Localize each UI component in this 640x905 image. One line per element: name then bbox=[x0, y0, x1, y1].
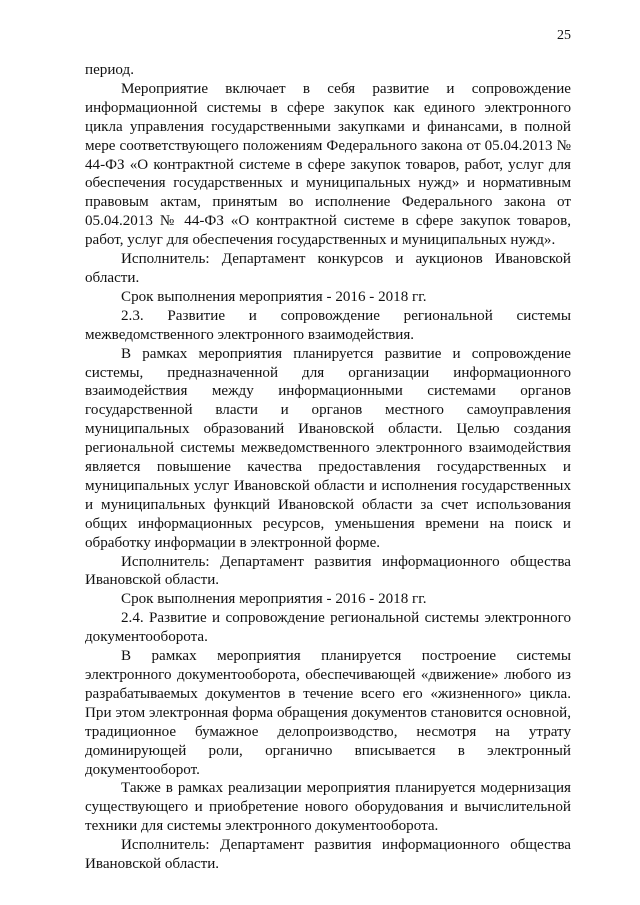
paragraph-executor: Исполнитель: Департамент развития информационного общества Ивановской области. bbox=[85, 553, 571, 589]
section-heading-2-3: 2.3. Развитие и сопровождение региональной системы межведомственного электронного взаимодействия. bbox=[85, 307, 571, 343]
page-number: 25 bbox=[557, 28, 571, 43]
paragraph-deadline: Срок выполнения мероприятия - 2016 - 2018 гг. bbox=[121, 591, 427, 608]
document-body bbox=[85, 61, 571, 874]
paragraph-executor: Исполнитель: Департамент развития информационного общества Ивановской области. bbox=[85, 837, 571, 873]
paragraph-modernization: Также в рамках реализации мероприятия планируется модернизация существующего и приобретение нового оборудования и вычислительной техники для системы электронного документооборота. bbox=[85, 780, 571, 835]
section-heading-2-4: 2.4. Развитие и сопровождение региональной системы электронного документооборота. bbox=[85, 610, 571, 646]
paragraph-event-description: В рамках мероприятия планируется построение системы электронного документооборота, обеспечивающей «движение» любого из разрабатываемых документов в течение всего его «жизненного» цикла. При этом электронная форма обращения документов становится основной, традиционное бумажное делопроизводство, несмотря на утрату доминирующей роли, органично вписывается в электронный документооборот. bbox=[85, 648, 571, 778]
paragraph-event-description: В рамках мероприятия планируется развитие и сопровождение системы, предназначенной для организации информационного взаимодействия между информационными системами органов государственной власти и органов местного самоуправления муниципальных образований Ивановской области. Целью создания региональной системы межведомственного электронного взаимодействия является повышение качества предоставления государственных и муниципальных услуг Ивановской области и исполнения государственных и муниципальных функций Ивановской области за счет использования общих информационных ресурсов, уменьшения времени на поиск и обработку информации в электронной форме. bbox=[85, 345, 571, 551]
paragraph-executor: Исполнитель: Департамент конкурсов и аукционов Ивановской области. bbox=[85, 251, 571, 286]
paragraph-deadline: Срок выполнения мероприятия - 2016 - 2018 гг. bbox=[121, 288, 427, 305]
paragraph-event-description: Мероприятие включает в себя развитие и сопровождение информационной системы в сфере закупок как единого электронного цикла управления государственными закупками и финансами, в полной мере соответствующего положениям Федерального закона от 05.04.2013 № 44-ФЗ «О контрактной системе в сфере закупок товаров, работ, услуг для обеспечения государственных и муниципальных нужд» и нормативным правовым актам, принятым во исполнение Федерального закона от 05.04.2013 № 44-ФЗ «О контрактной системе в сфере закупок товаров, работ, услуг для обеспечения государственных и муниципальных нужд». bbox=[85, 80, 571, 249]
paragraph-continuation: период. bbox=[85, 62, 134, 78]
